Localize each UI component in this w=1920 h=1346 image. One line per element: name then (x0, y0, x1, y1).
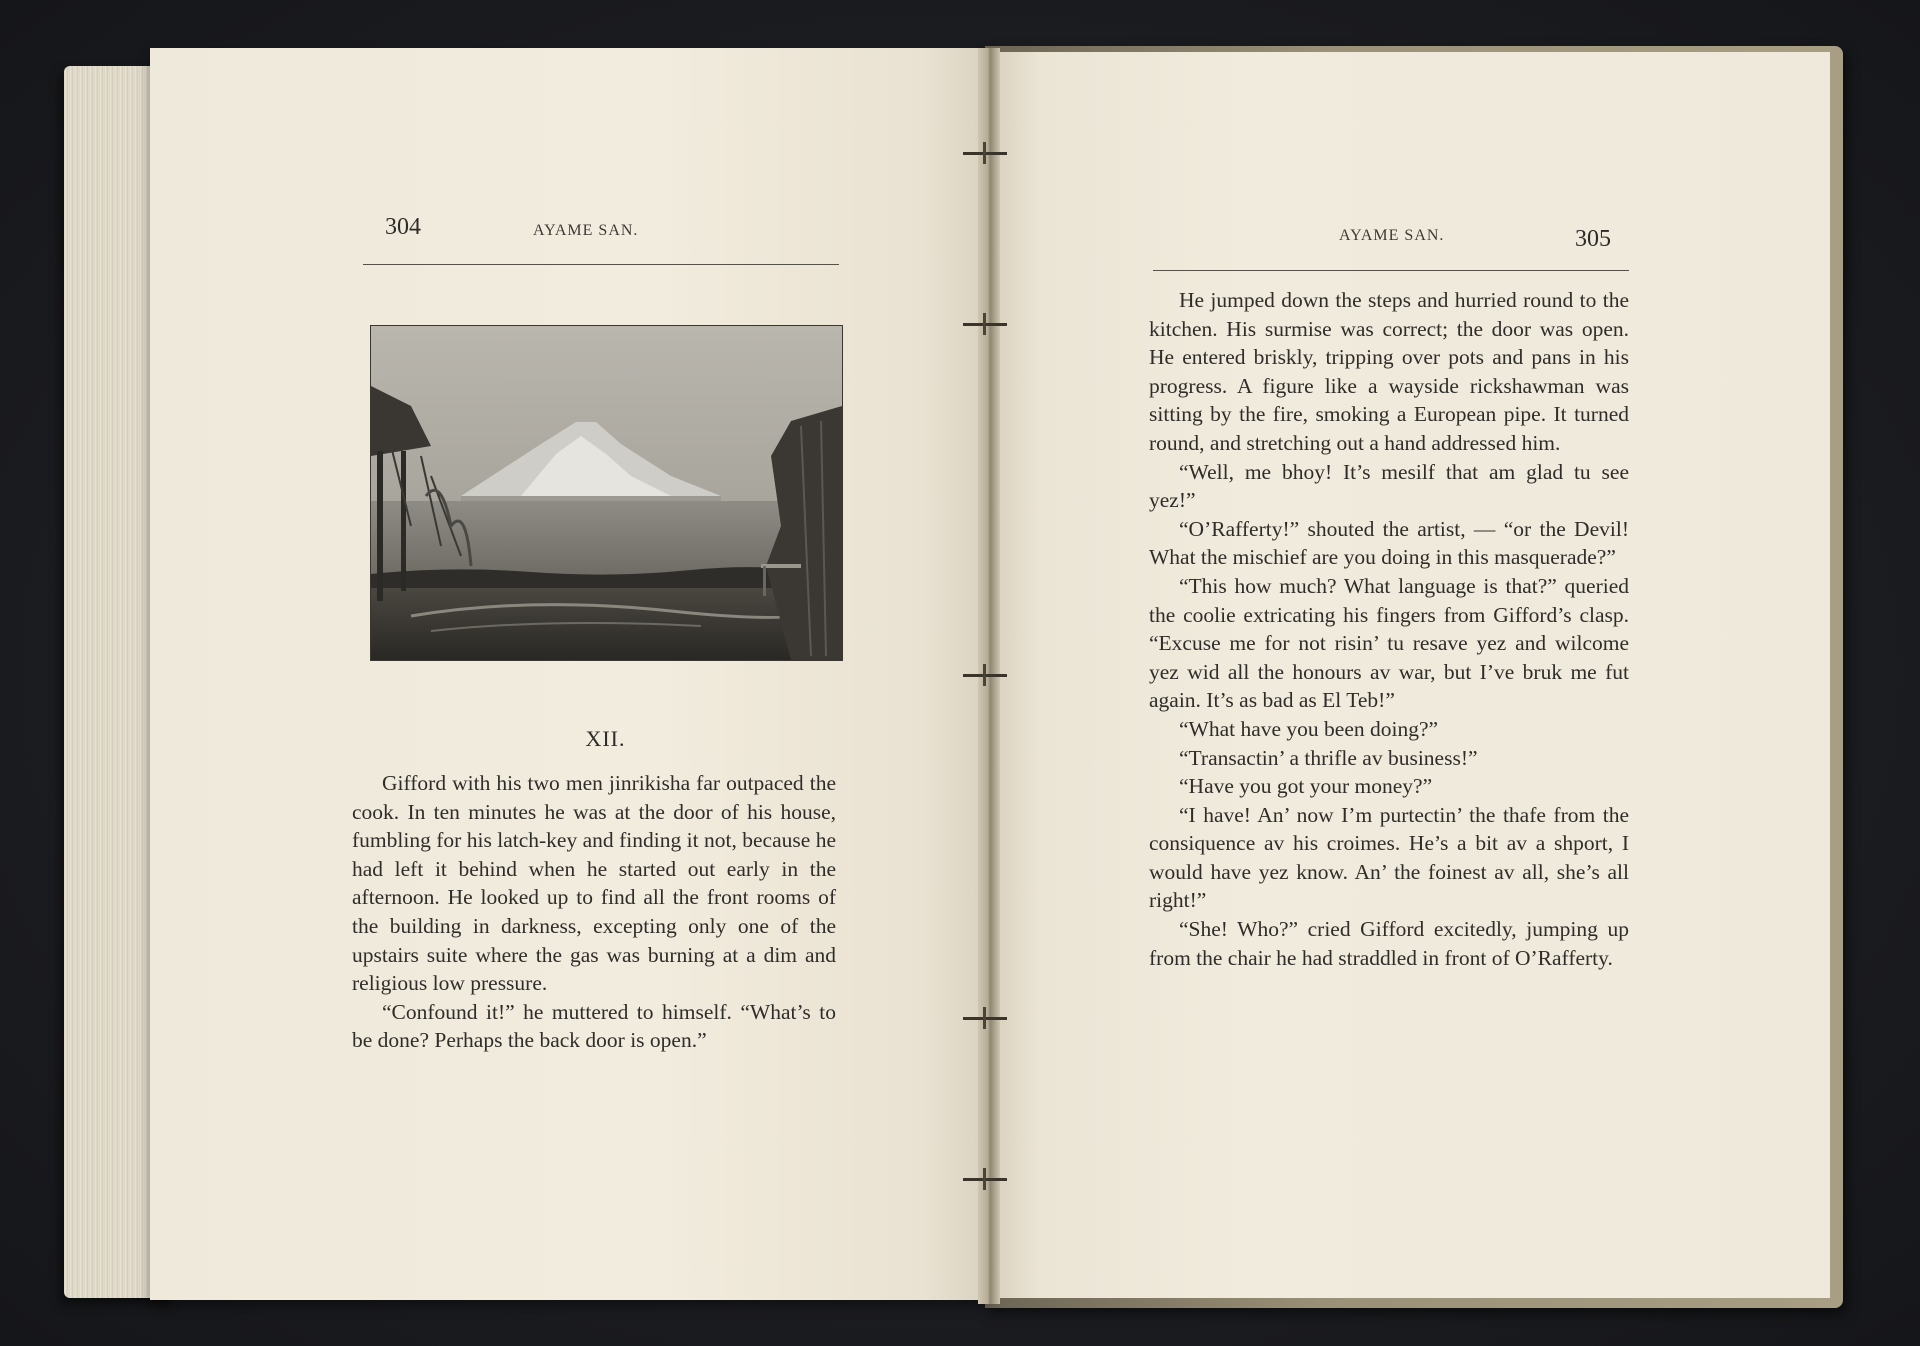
binding-stitch (963, 152, 1007, 155)
paragraph: “O’Rafferty!” shouted the artist, — “or the Devil! What the mischief are you doing in this masquerade?” (1149, 516, 1629, 570)
right-page-text (1149, 286, 1629, 972)
paragraph: Gifford with his two men jinrikisha far outpaced the cook. In ten minutes he was at the door of his house, fumbling for his latch-key and finding it not, because he had left it behind when he started out early in the afternoon. He looked up to find all the front rooms of the building in darkness, excepting only one of the upstairs suite where the gas was burning at a dim and religious low pressure. (352, 771, 836, 996)
paragraph: “Transactin’ a thrifle av business!” (1179, 745, 1478, 770)
right-running-head: AYAME SAN. (1339, 227, 1445, 244)
binding-stitch (963, 323, 1007, 326)
paragraph: “She! Who?” cried Gifford excitedly, jumping up from the chair he had straddled in front of O’Rafferty. (1149, 917, 1629, 970)
left-running-head: AYAME SAN. (533, 222, 639, 239)
paragraph: “What have you been doing?” (1179, 716, 1439, 741)
mount-fuji-photograph (370, 325, 843, 661)
left-header-rule (363, 264, 839, 265)
chapter-heading: XII. (585, 726, 626, 751)
paragraph: “I have! An’ now I’m purtectin’ the thafe from the consiquence av his croimes. He’s a bit av a shport, I would have yez know. An’ the foinest av all, she’s all right!” (1149, 802, 1629, 913)
left-page-number: 304 (385, 214, 421, 240)
binding-stitch (963, 674, 1007, 677)
right-header-rule (1153, 270, 1629, 271)
right-page-number: 305 (1575, 226, 1611, 252)
left-page-text (352, 769, 836, 1055)
paragraph: “This how much? What language is that?” queried the coolie extricating his fingers from Gifford’s clasp. “Excuse me for not risin’ tu resave yez and wilcome yez wid all the honours av war, but I’ve bruk me fut again. It’s as bad as El Teb!” (1149, 573, 1629, 713)
paragraph: He jumped down the steps and hurried round to the kitchen. His surmise was correct; the door was open. He entered briskly, tripping over pots and pans in his progress. A figure like a wayside rickshawman was sitting by the fire, smoking a European pipe. It turned round, and stretching out a hand addressed him. (1149, 288, 1629, 455)
paragraph: “Well, me bhoy! It’s mesilf that am glad tu see yez!” (1149, 459, 1629, 513)
paragraph: “Have you got your money?” (1179, 774, 1433, 799)
binding-stitch (963, 1017, 1007, 1020)
paragraph: “Confound it!” he muttered to himself. “What’s to be done? Perhaps the back door is open.” (352, 999, 836, 1053)
binding-stitch (963, 1178, 1007, 1181)
